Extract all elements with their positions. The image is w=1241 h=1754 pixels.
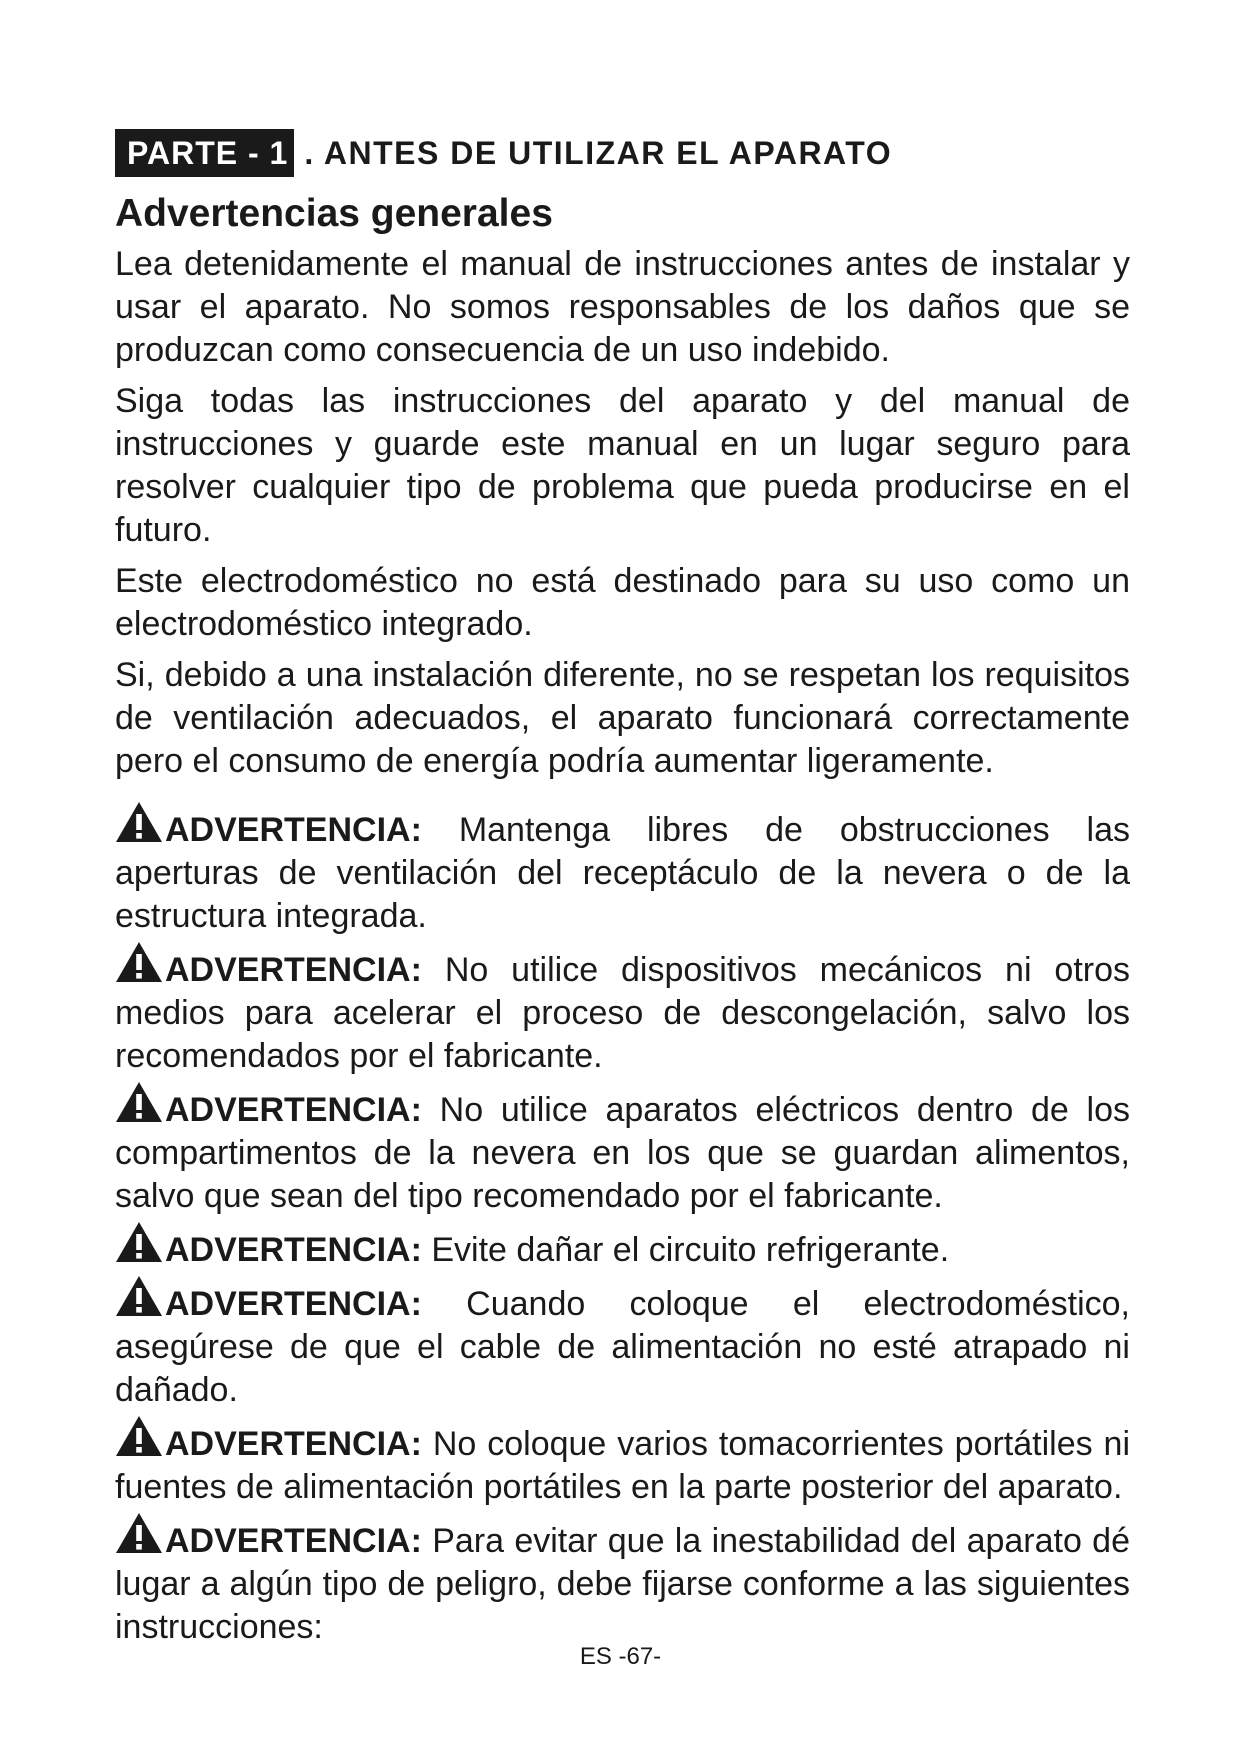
paragraph: Lea detenidamente el manual de instrucciones antes de instalar y usar el aparato. No somos responsables de los daños que se produzcan como consecuencia de un uso indebido. bbox=[115, 245, 1130, 369]
warning-label: ADVERTENCIA: bbox=[165, 1522, 422, 1560]
document-page bbox=[115, 128, 1130, 1652]
section-title: Advertencias generales bbox=[115, 192, 553, 235]
warning-triangle-icon bbox=[115, 1275, 163, 1317]
warning-triangle-icon bbox=[115, 1081, 163, 1123]
warning-triangle-icon bbox=[115, 801, 163, 843]
warning-item bbox=[115, 1512, 1130, 1649]
part-header bbox=[115, 128, 1130, 178]
warning-text: Para evitar que la inestabilidad del aparato dé lugar a algún tipo de peligro, debe fijarse conforme a las siguientes instrucciones: bbox=[115, 1522, 1130, 1646]
warning-text: Mantenga libres de obstrucciones las aperturas de ventilación del receptáculo de la nevera o de la estructura integrada. bbox=[115, 811, 1130, 935]
warning-item bbox=[115, 1081, 1130, 1218]
warning-text: Evite dañar el circuito refrigerante. bbox=[431, 1231, 950, 1269]
warning-label: ADVERTENCIA: bbox=[165, 811, 422, 849]
warning-triangle-icon bbox=[115, 941, 163, 983]
warning-label: ADVERTENCIA: bbox=[165, 1285, 422, 1323]
part-badge: PARTE - 1 bbox=[115, 129, 294, 177]
warning-text: No utilice aparatos eléctricos dentro de los compartimentos de la nevera en los que se guardan alimentos, salvo que sean del tipo recomendado por el fabricante. bbox=[115, 1091, 1130, 1215]
warning-label: ADVERTENCIA: bbox=[165, 951, 422, 989]
warning-item bbox=[115, 1415, 1130, 1509]
warning-text: No utilice dispositivos mecánicos ni otros medios para acelerar el proceso de descongelación, salvo los recomendados por el fabricante. bbox=[115, 951, 1130, 1075]
part-title: . ANTES DE UTILIZAR EL APARATO bbox=[304, 134, 893, 171]
warning-label: ADVERTENCIA: bbox=[165, 1231, 422, 1269]
warning-item bbox=[115, 941, 1130, 1078]
page-number: ES -67- bbox=[579, 1643, 662, 1670]
warning-item bbox=[115, 1221, 1130, 1272]
warning-label: ADVERTENCIA: bbox=[165, 1091, 422, 1129]
warning-item bbox=[115, 1275, 1130, 1412]
warning-triangle-icon bbox=[115, 1415, 163, 1457]
warning-label: ADVERTENCIA: bbox=[165, 1425, 422, 1463]
paragraph: Si, debido a una instalación diferente, no se respetan los requisitos de ventilación adecuados, el aparato funcionará correctamente pero el consumo de energía podría aumentar ligeramente. bbox=[115, 656, 1130, 780]
warning-text: Cuando coloque el electrodoméstico, asegúrese de que el cable de alimentación no esté atrapado ni dañado. bbox=[115, 1285, 1130, 1409]
warning-triangle-icon bbox=[115, 1221, 163, 1263]
warning-text: No coloque varios tomacorrientes portátiles ni fuentes de alimentación portátiles en la parte posterior del aparato. bbox=[115, 1425, 1131, 1506]
paragraph: Este electrodoméstico no está destinado para su uso como un electrodoméstico integrado. bbox=[115, 562, 1130, 643]
warning-triangle-icon bbox=[115, 1512, 163, 1554]
warning-item bbox=[115, 801, 1130, 938]
paragraph: Siga todas las instrucciones del aparato y del manual de instrucciones y guarde este manual en un lugar seguro para resolver cualquier tipo de problema que pueda producirse en el futuro. bbox=[115, 382, 1130, 549]
